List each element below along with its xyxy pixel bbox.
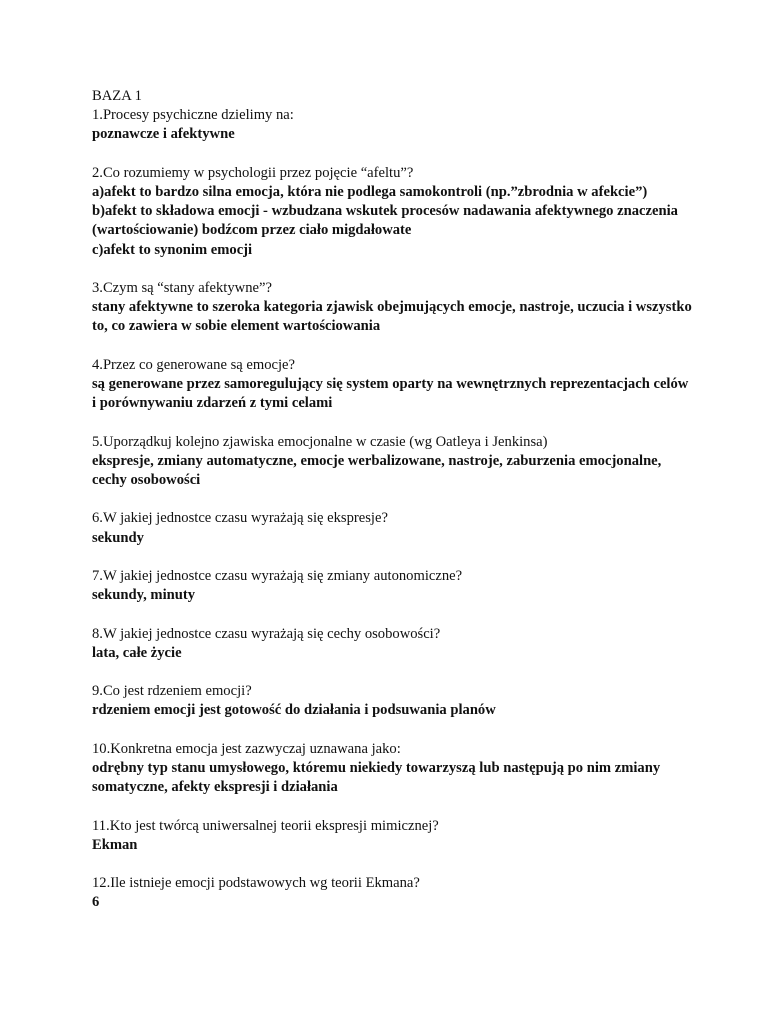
qa-item-6 [92,509,692,547]
document-title: BAZA 1 [92,88,142,104]
answer-4: są generowane przez samoregulujący się system oparty na wewnętrznych reprezentacjach celów i porównywaniu zdarzeń z tymi celami [92,376,689,412]
question-4: 4.Przez co generowane są emocje? [92,356,295,373]
question-6: 6.W jakiej jednostce czasu wyrażają się ekspresje? [92,510,388,527]
qa-item-8 [92,625,692,663]
qa-item-12 [92,874,692,912]
question-2: 2.Co rozumiemy w psychologii przez pojęcie “afeltu”? [92,164,414,181]
answer-2a: a)afekt to bardzo silna emocja, która nie podlega samokontroli (np.”zbrodnia w afekcie”) [92,184,648,200]
question-10: 10.Konkretna emocja jest zazwyczaj uznawana jako: [92,740,401,757]
answer-12: 6 [92,894,100,911]
document-content [92,87,692,932]
answer-7: sekundy, minuty [92,587,196,604]
answer-11: Ekman [92,836,138,853]
answer-9: rdzeniem emocji jest gotowość do działania i podsuwania planów [92,702,496,719]
question-1: 1.Procesy psychiczne dzielimy na: [92,107,294,124]
answer-8: lata, całe życie [92,644,182,661]
answer-1: poznawcze i afektywne [92,126,235,143]
qa-item-9 [92,682,692,720]
qa-item-2 [92,164,692,260]
qa-item-1 [92,106,692,144]
answer-10: odrębny typ stanu umysłowego, któremu niekiedy towarzyszą lub następują po nim zmiany somatyczne, afekty ekspresji i działania [92,759,661,796]
qa-item-4 [92,356,692,414]
question-5: 5.Uporządkuj kolejno zjawiska emocjonalne w czasie (wg Oatleya i Jenkinsa) [92,433,548,450]
answer-6: sekundy [92,529,144,546]
answer-3: stany afektywne to szeroka kategoria zjawisk obejmujących emocje, nastroje, uczucia i wszystko to, co zawiera w sobie element wartościowania [92,299,692,335]
answer-2b: b)afekt to składowa emocji - wzbudzana wskutek procesów nadawania afektywnego znaczenia (wartościowanie) bodźcom przez ciało migdałowate [92,203,678,239]
question-12: 12.Ile istnieje emocji podstawowych wg teorii Ekmana? [92,875,420,892]
qa-item-3 [92,279,692,337]
question-7: 7.W jakiej jednostce czasu wyrażają się zmiany autonomiczne? [92,567,463,584]
qa-item-11 [92,817,692,855]
qa-item-5 [92,433,692,491]
question-8: 8.W jakiej jednostce czasu wyrażają się cechy osobowości? [92,625,441,642]
answer-2c: c)afekt to synonim emocji [92,241,253,258]
answer-5: ekspresje, zmiany automatyczne, emocje werbalizowane, nastroje, zaburzenia emocjonalne, cechy osobowości [92,452,662,488]
question-9: 9.Co jest rdzeniem emocji? [92,683,252,700]
qa-item-10 [92,740,692,798]
question-11: 11.Kto jest twórcą uniwersalnej teorii ekspresji mimicznej? [92,817,439,834]
qa-item-7 [92,567,692,605]
question-3: 3.Czym są “stany afektywne”? [92,280,272,296]
